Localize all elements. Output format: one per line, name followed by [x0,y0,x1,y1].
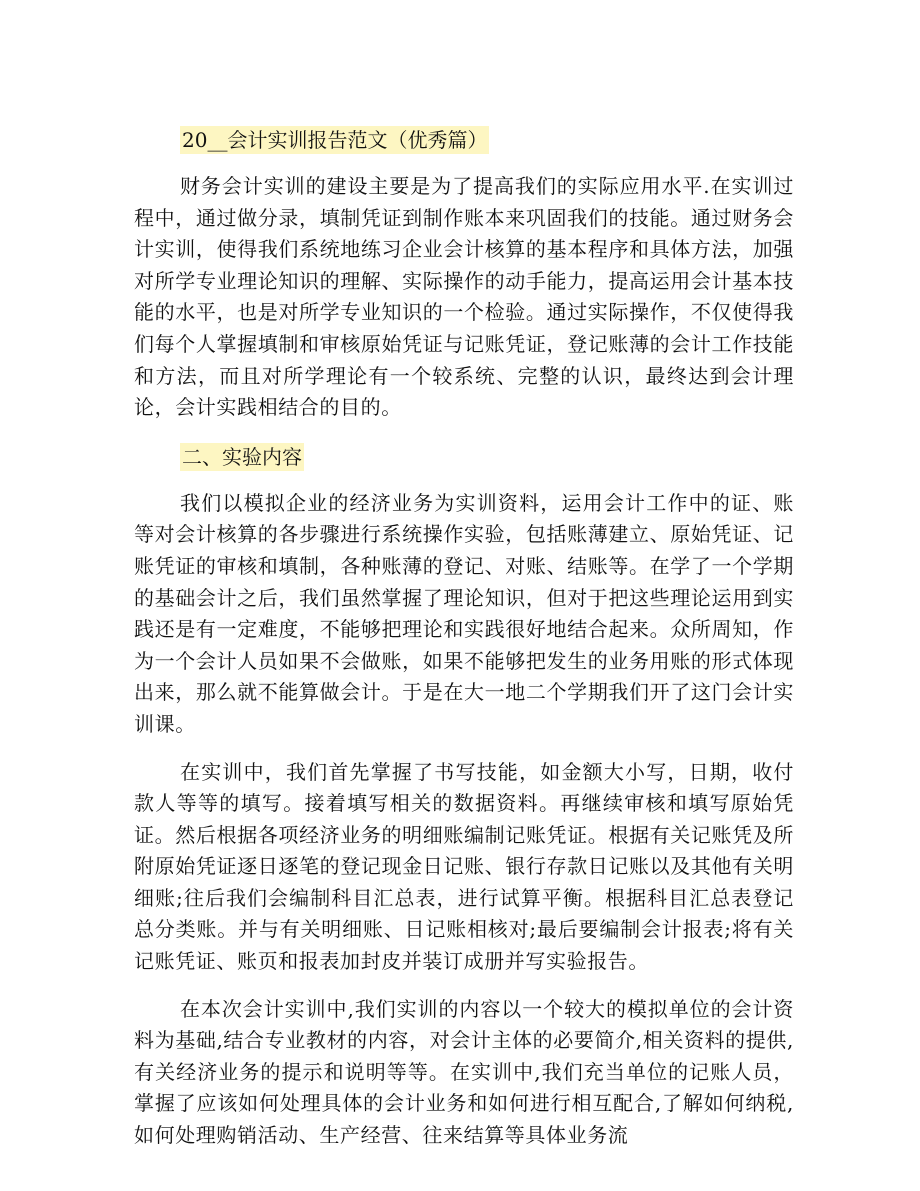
content-paragraph-3: 在本次会计实训中,我们实训的内容以一个较大的模拟单位的会计资料为基础,结合专业教材的内容，对会计主体的必要简介,相关资料的提供,有关经济业务的提示和说明等等。在实训中,我们充当单位的记账人员，掌握了应该如何处理具体的会计业务和如何进行相互配合,了解如何纳税,如何处理购销活动、生产经营、往来结算等具体业务流 [134,996,794,1148]
title-highlight: 20__会计实训报告范文（优秀篇） [182,128,488,152]
content-paragraph-1: 我们以模拟企业的经济业务为实训资料，运用会计工作中的证、账等对会计核算的各步骤进行系统操作实验，包括账薄建立、原始凭证、记账凭证的审核和填制，各种账薄的登记、对账、结账等。在学了一个学期的基础会计之后，我们虽然掌握了理论知识，但对于把这些理论运用到实践还是有一定难度，不能够把理论和实践很好地结合起来。众所周知，作为一个会计人员如果不会做账，如果不能够把发生的业务用账的形式体现出来，那么就不能算做会计。于是在大一地二个学期我们开了这门会计实训课。 [134,490,794,736]
intro-paragraph: 财务会计实训的建设主要是为了提高我们的实际应用水平.在实训过程中，通过做分录，填制凭证到制作账本来巩固我们的技能。通过财务会计实训，使得我们系统地练习企业会计核算的基本程序和具体方法，加强对所学专业理论知识的理解、实际操作的动手能力，提高运用会计基本技能的水平，也是对所学专业知识的一个检验。通过实际操作，不仅使得我们每个人掌握填制和审核原始凭证与记账凭证，登记账薄的会计工作技能和方法，而且对所学理论有一个较系统、完整的认识，最终达到会计理论，会计实践相结合的目的。 [134,174,794,420]
document-title [180,123,794,157]
section-heading-highlight: 二、实验内容 [182,444,302,469]
document-body [134,123,794,1168]
content-paragraph-2: 在实训中，我们首先掌握了书写技能，如金额大小写，日期，收付款人等等的填写。接着填写相关的数据资料。再继续审核和填写原始凭证。然后根据各项经济业务的明细账编制记账凭证。根据有关记账凭及所附原始凭证逐日逐笔的登记现金日记账、银行存款日记账以及其他有关明细账;往后我们会编制科目汇总表，进行试算平衡。根据科目汇总表登记总分类账。并与有关明细账、日记账相核对;最后要编制会计报表;将有关记账凭证、账页和报表加封皮并装订成册并写实验报告。 [134,759,795,974]
section-heading [180,440,794,474]
